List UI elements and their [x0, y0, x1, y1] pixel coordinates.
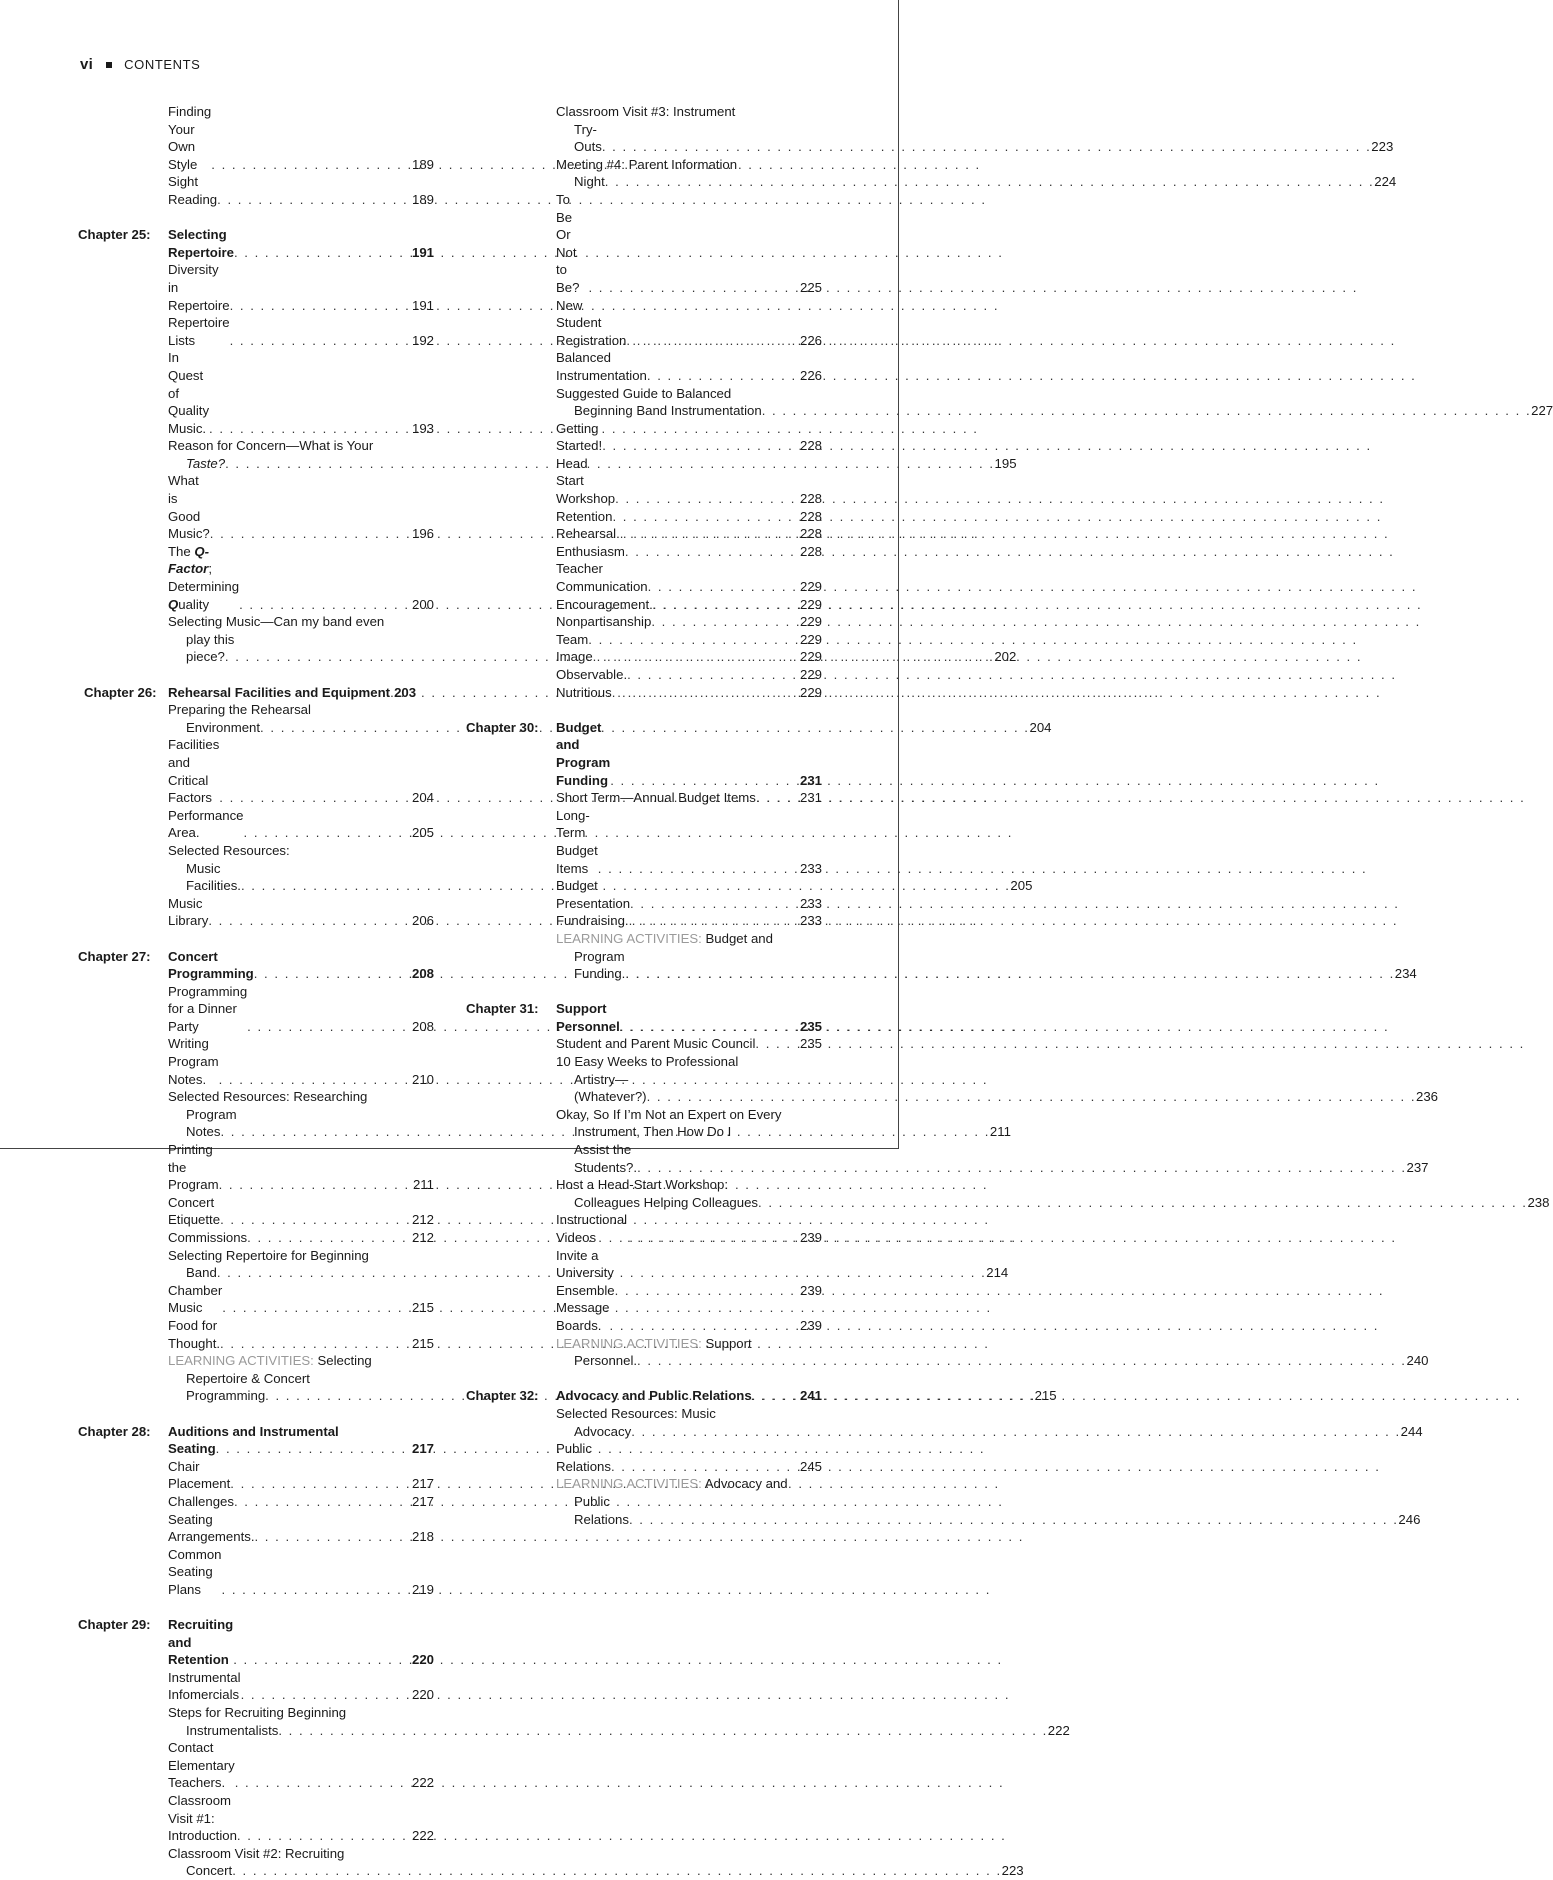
running-head: [80, 56, 200, 73]
learning-activities-entry[interactable]: LEARNING ACTIVITIES: Support Personnel. . . . 240: [556, 1335, 822, 1370]
toc-entry[interactable]: Instrumental Infomercials . . . 220: [168, 1669, 434, 1704]
toc-entry[interactable]: Selecting Music—Can my band even play this piece? . . . 202: [168, 613, 434, 666]
chapter-heading[interactable]: Support Personnel . . . 235: [556, 1000, 822, 1035]
toc-entry[interactable]: Selected Resources: Researching Program Notes . . . 211: [168, 1088, 434, 1141]
toc-entry[interactable]: Programming for a Dinner Party . . . 208: [168, 983, 434, 1036]
chapter-29: [78, 1616, 1070, 1880]
toc-entry[interactable]: Team . . . 229: [556, 631, 822, 649]
toc-entry[interactable]: Image . . . 229: [556, 648, 822, 666]
toc-entry[interactable]: New Student Registration . . . 226: [556, 297, 822, 350]
toc-entry[interactable]: Host a Head-Start Workshop: Colleagues Helping Colleagues . . . 238: [556, 1176, 822, 1211]
toc-entry[interactable]: Contact Elementary Teachers. . . . 222: [168, 1739, 434, 1792]
toc-entry[interactable]: In Quest of Quality Music. . . . 193: [168, 349, 434, 437]
toc-entry[interactable]: Message Boards. . . . 239: [556, 1299, 822, 1334]
toc-entry[interactable]: Enthusiasm . . . 228: [556, 543, 822, 561]
toc-entry[interactable]: Food for Thought. . . . 215: [168, 1317, 434, 1352]
chapter-label: Chapter 29:: [78, 1617, 151, 1633]
toc-entry[interactable]: To Be Or Not to Be? . . . 225: [556, 191, 822, 297]
toc-entry[interactable]: Seating Arrangements. . . . 218: [168, 1511, 434, 1546]
running-head-label: CONTENTS: [124, 57, 201, 72]
learning-activities-entry[interactable]: LEARNING ACTIVITIES: Advocacy and Public Relations . . . 246: [556, 1475, 822, 1528]
toc-entry[interactable]: Steps for Recruiting Beginning Instrumentalists . . . 222: [168, 1704, 434, 1739]
chapter-heading[interactable]: Recruiting and Retention . . . 220: [168, 1616, 434, 1669]
chapter-heading[interactable]: Selecting Repertoire . . . 191: [168, 226, 434, 261]
learning-activities-entry[interactable]: LEARNING ACTIVITIES: Selecting Repertoire & Concert Programming . . . 215: [168, 1352, 434, 1405]
toc-entry[interactable]: Nonpartisanship . . . 229: [556, 613, 822, 631]
learning-activities-entry[interactable]: LEARNING ACTIVITIES: Budget and Program Funding. . . . 234: [556, 930, 822, 983]
toc-entry[interactable]: Chamber Music . . . 215: [168, 1282, 434, 1317]
toc-entry[interactable]: Diversity in Repertoire . . . 191: [168, 261, 434, 314]
toc-entry[interactable]: Instructional Videos . . . 239: [556, 1211, 822, 1246]
toc-entry[interactable]: Retention . . . 228: [556, 508, 822, 526]
toc-entry[interactable]: Facilities and Critical Factors . . . 204: [168, 736, 434, 806]
toc-entry[interactable]: Printing the Program . . . 211: [168, 1141, 434, 1194]
toc-entry[interactable]: Nutritious . . . 229: [556, 684, 822, 702]
toc-entry[interactable]: Common Seating Plans . . . 219: [168, 1546, 434, 1599]
toc-entry[interactable]: Meeting #4: Parent Information Night . . . 224: [556, 156, 822, 191]
toc-entry[interactable]: Challenges . . . 217: [168, 1493, 434, 1511]
bullet-icon: [106, 62, 112, 68]
chapter-label: Chapter 28:: [78, 1423, 151, 1439]
toc-entry[interactable]: Encouragement. . . . 229: [556, 596, 822, 614]
toc-entry[interactable]: Finding Your Own Style . . . 189: [168, 103, 434, 173]
chapter-label: Chapter 26:: [84, 684, 157, 700]
toc-entry[interactable]: Suggested Guide to Balanced Beginning Band Instrumentation . . . 227: [556, 385, 822, 420]
chapter-heading[interactable]: Auditions and Instrumental Seating . . . 217: [168, 1423, 434, 1458]
chapter-label: Chapter 25:: [78, 227, 151, 243]
chapter-label: Chapter 32:: [466, 1388, 539, 1404]
toc-entry[interactable]: Classroom Visit #2: Recruiting Concert . . . 223: [168, 1845, 434, 1880]
toc-entry[interactable]: Selected Resources: Music Advocacy . . . 244: [556, 1405, 822, 1440]
toc-entry[interactable]: Rehearsal. . . . 228: [556, 525, 822, 543]
chapter-label: Chapter 30:: [466, 719, 539, 735]
toc-entry[interactable]: Budget Presentation . . . 233: [556, 877, 822, 912]
chapter-label: Chapter 27:: [78, 948, 151, 964]
toc-entry[interactable]: Concert Etiquette . . . 212: [168, 1194, 434, 1229]
toc-entry[interactable]: 10 Easy Weeks to Professional Artistry—(Whatever?) . . . 236: [556, 1053, 822, 1106]
chapter-heading[interactable]: Concert Programming . . . 208: [168, 948, 434, 983]
page-number: vi: [80, 56, 94, 73]
chapter-heading[interactable]: Rehearsal Facilities and Equipment . . . 203: [168, 684, 434, 702]
toc-entry[interactable]: Classroom Visit #3: Instrument Try-Outs . . . 223: [556, 103, 822, 156]
chapter-heading[interactable]: Budget and Program Funding . . . 231: [556, 719, 822, 789]
toc-entry[interactable]: The Q-Factor; Determining Quality . . . 200: [168, 543, 434, 613]
toc-entry[interactable]: Writing Program Notes. . . . 210: [168, 1035, 434, 1088]
toc-entry[interactable]: Sight Reading . . . 189: [168, 173, 434, 208]
toc-entry[interactable]: Fundraising. . . . 233: [556, 912, 822, 930]
toc-entry[interactable]: Performance Area. . . . 205: [168, 807, 434, 842]
toc-entry[interactable]: Classroom Visit #1: Introduction . . . 222: [168, 1792, 434, 1845]
toc-entry[interactable]: Balanced Instrumentation . . . 226: [556, 349, 822, 384]
toc-entry[interactable]: Public Relations . . . 245: [556, 1440, 822, 1475]
toc-entry[interactable]: What is Good Music? . . . 196: [168, 472, 434, 542]
chapter-heading[interactable]: Advocacy and Public Relations . . . 241: [556, 1387, 822, 1405]
toc-entry[interactable]: Student and Parent Music Council . . . 235: [556, 1035, 822, 1053]
toc-entry[interactable]: Commissions . . . 212: [168, 1229, 434, 1247]
chapter-label: Chapter 31:: [466, 1001, 539, 1017]
toc-entry[interactable]: Chair Placement . . . 217: [168, 1458, 434, 1493]
toc-entry[interactable]: Music Library . . . 206: [168, 895, 434, 930]
toc-continuation-block: [78, 103, 434, 209]
toc-entry[interactable]: Short Term—Annual Budget Items . . . 231: [556, 789, 822, 807]
chapter-28: [78, 1423, 434, 1599]
toc-entry[interactable]: Teacher Communication . . . 229: [556, 560, 822, 595]
toc-entry[interactable]: Head Start Workshop . . . 228: [556, 455, 822, 508]
toc-entry[interactable]: Getting Started! . . . 228: [556, 420, 822, 455]
toc-entry[interactable]: Preparing the Rehearsal Environment . . . 204: [168, 701, 434, 736]
toc-entry[interactable]: Observable. . . . 229: [556, 666, 822, 684]
toc-entry[interactable]: Reason for Concern—What is Your Taste? . . . 195: [168, 437, 434, 472]
toc-entry[interactable]: Long-Term Budget Items . . . 233: [556, 807, 822, 877]
toc-entry[interactable]: Okay, So If I’m Not an Expert on Every Instrument, Then How Do I Assist the Students?. . . . 237: [556, 1106, 822, 1176]
toc-entry[interactable]: Invite a University Ensemble . . . 239: [556, 1247, 822, 1300]
toc-entry[interactable]: Repertoire Lists . . . 192: [168, 314, 434, 349]
chapter-32: [466, 1387, 1423, 1528]
toc-entry[interactable]: Selecting Repertoire for Beginning Band . . . 214: [168, 1247, 434, 1282]
toc-entry[interactable]: Selected Resources: Music Facilities. . . . 205: [168, 842, 434, 895]
